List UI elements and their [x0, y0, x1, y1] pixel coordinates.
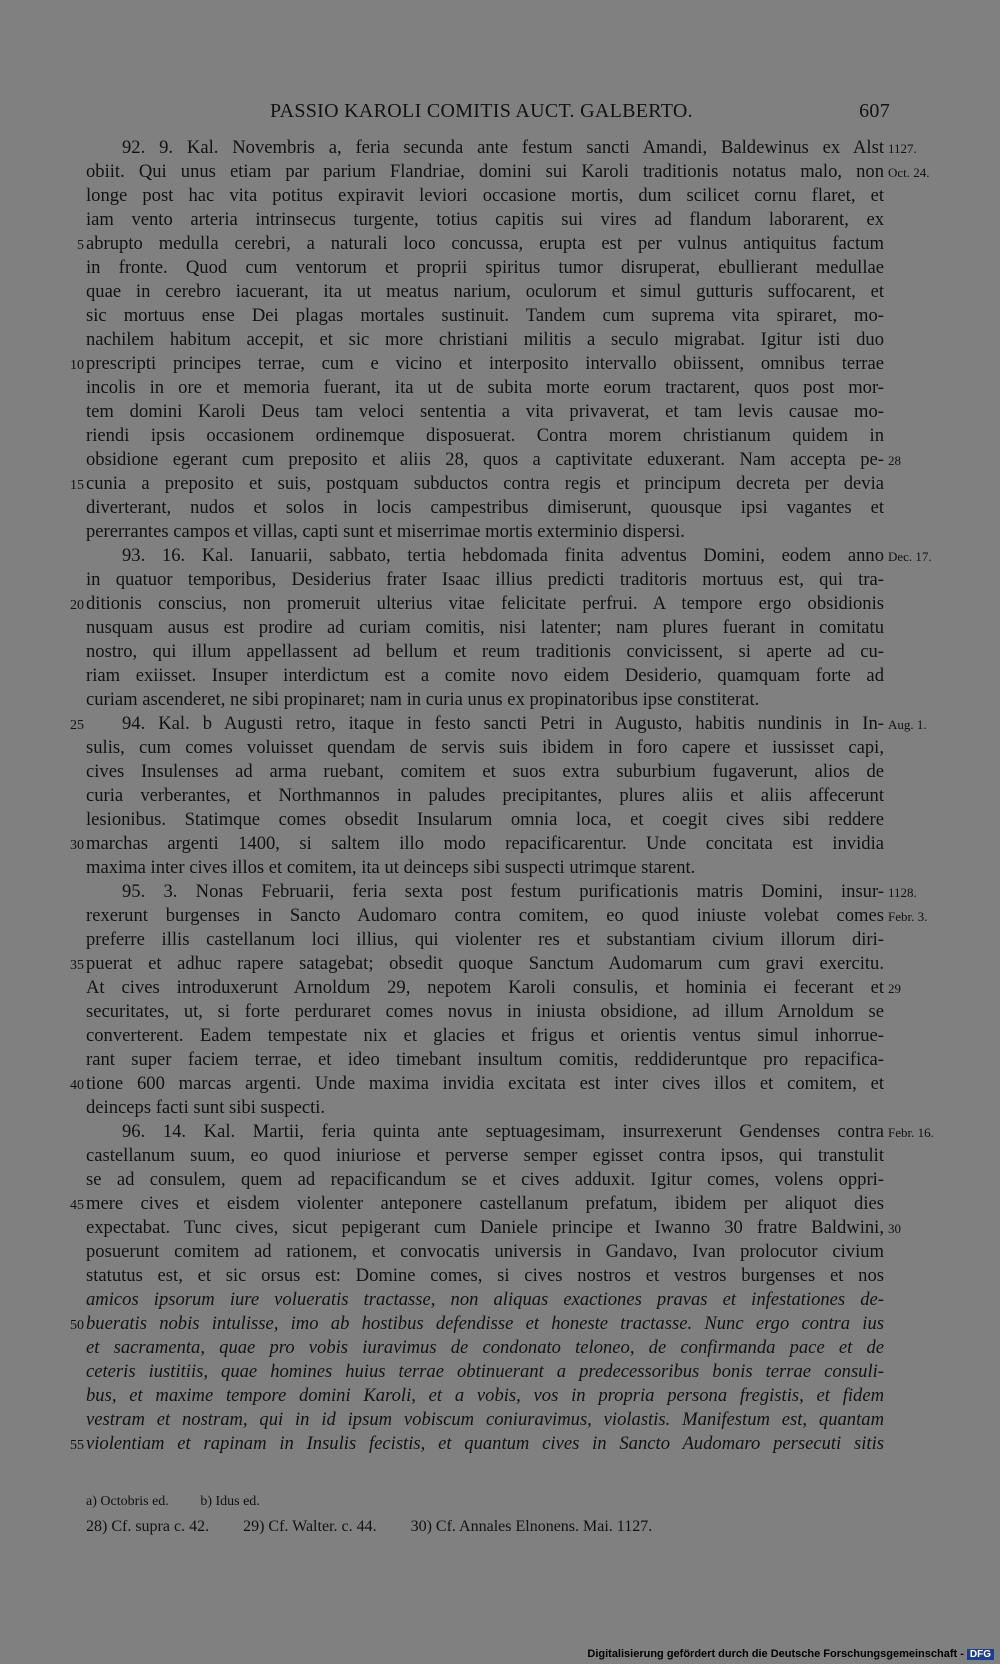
margin-note: 28 — [888, 453, 901, 468]
text-line — [0, 688, 1000, 712]
line-number: 5 — [77, 238, 84, 253]
footnotes-letters — [86, 1494, 884, 1514]
text-line — [0, 304, 1000, 328]
line-number: 10 — [70, 358, 84, 373]
line-text: statutus est, et sic orsus est: Domine comes, si cives nostros et vestros burgenses et nos — [86, 1265, 884, 1286]
text-line — [0, 1432, 1000, 1456]
line-text: lesionibus. Statimque comes obsedit Insularum omnia loca, et coegit cives sibi reddere — [86, 809, 884, 830]
line-text: quae in cerebro iacuerant, ita ut meatus narium, oculorum et simul gutturis suffocarent, et — [86, 281, 884, 302]
margin-note: Dec. 17. — [888, 549, 932, 564]
text-line — [0, 856, 1000, 880]
line-number: 35 — [70, 958, 84, 973]
line-text: prescripti principes terrae, cum e vicino et interposito intervallo obiissent, omnibus terrae — [86, 353, 884, 374]
line-text: obsidione egerant cum preposito et aliis 28, quos a captivitate eduxerant. Nam accepta pe- — [86, 449, 884, 470]
text-line — [0, 1096, 1000, 1120]
line-number: 45 — [70, 1198, 84, 1213]
text-line — [0, 352, 1000, 376]
line-text: riam exiisset. Insuper interdictum est a comite novo eidem Desiderio, quamquam forte ad — [86, 665, 884, 686]
text-line — [0, 616, 1000, 640]
line-text: in quatuor temporibus, Desiderius frater Isaac illius predicti traditoris mortuus est, qui tra- — [86, 569, 884, 590]
text-line — [0, 160, 1000, 184]
line-text: obiit. Qui unus etiam par parium Flandriae, domini sui Karoli traditionis notatus malo, non — [86, 161, 884, 182]
text-line — [0, 448, 1000, 472]
text-line — [0, 184, 1000, 208]
margin-note: 29 — [888, 981, 901, 996]
margin-note: 1128. — [888, 885, 917, 900]
text-line — [0, 784, 1000, 808]
page-number: 607 — [859, 100, 890, 122]
text-line — [0, 592, 1000, 616]
line-text: iam vento arteria intrinsecus turgente, totius capitis sui vires ad flandum laborarent, ex — [86, 209, 884, 230]
line-text: puerat et adhuc rapere satagebat; obsedit quoque Sanctum Audomarum cum gravi exercitu. — [86, 953, 884, 974]
line-text: nachilem habitum accepit, et sic more christiani militis a seculo migrabat. Igitur isti duo — [86, 329, 884, 350]
line-text: marchas argenti 1400, si saltem illo modo repacificarentur. Unde concitata est invidia — [86, 833, 884, 854]
line-text: nostro, qui illum appellassent ad bellum et reum traditionis convicissent, si aperte ad cu- — [86, 641, 884, 662]
text-line — [0, 736, 1000, 760]
line-text: 95. 3. Nonas Februarii, feria sexta post festum purificationis matris Domini, insur- — [122, 881, 884, 902]
line-text: curia verberantes, et Northmannos in paludes precipitantes, plures aliis et aliis affecerunt — [86, 785, 884, 806]
line-text: 94. Kal. b Augusti retro, itaque in festo sancti Petri in Augusto, habitis nundinis in In- — [122, 713, 884, 734]
footer-text: Digitalisierung gefördert durch die Deutsche Forschungsgemeinschaft - — [587, 1648, 964, 1660]
text-line — [0, 376, 1000, 400]
text-line — [0, 1312, 1000, 1336]
line-text: amicos ipsorum iure volueratis tractasse, non aliquas exactiones pravas et infestationes de- — [86, 1289, 884, 1310]
margin-note: Febr. 3. — [888, 909, 928, 924]
text-line — [0, 1336, 1000, 1360]
line-text: curiam ascenderet, ne sibi propinaret; nam in curia unus ex propinatoribus ipse constiterat. — [86, 689, 760, 710]
line-text: mere cives et eisdem violenter anteponere castellanum prefatum, ibidem per aliquot dies — [86, 1193, 884, 1214]
line-text: 93. 16. Kal. Ianuarii, sabbato, tertia hebdomada finita adventus Domini, eodem anno — [122, 545, 884, 566]
text-line — [0, 640, 1000, 664]
text-line — [0, 544, 1000, 568]
text-line — [0, 568, 1000, 592]
line-number: 40 — [70, 1078, 84, 1093]
line-text: rexerunt burgenses in Sancto Audomaro contra comitem, eo quod iniuste volebat comes — [86, 905, 884, 926]
line-text: posuerunt comitem ad rationem, et convocatis universis in Gandavo, Ivan prolocutor civium — [86, 1241, 884, 1262]
text-line — [0, 256, 1000, 280]
line-text: securitates, ut, si forte perduraret comes novus in iniusta obsidione, ad illum Arnoldum se — [86, 1001, 884, 1022]
line-text: cunia a preposito et suis, postquam subductos contra regis et principum decreta per devia — [86, 473, 884, 494]
line-text: sulis, cum comes voluisset quendam de servis suis ibidem in foro capere et iussisset capi, — [86, 737, 884, 758]
text-line — [0, 904, 1000, 928]
text-line — [0, 1048, 1000, 1072]
line-number: 50 — [70, 1318, 84, 1333]
text-line — [0, 496, 1000, 520]
footnotes-numbers — [86, 1518, 884, 1536]
text-line — [0, 952, 1000, 976]
running-title: PASSIO KAROLI COMITIS AUCT. GALBERTO. — [270, 100, 693, 122]
text-line — [0, 1408, 1000, 1432]
line-text: bueratis nobis intulisse, imo ab hostibus defendisse et honeste tractasse. Nunc ergo contra ius — [86, 1313, 884, 1334]
margin-note: Oct. 24. — [888, 165, 930, 180]
text-line — [0, 520, 1000, 544]
margin-note: Aug. 1. — [888, 717, 927, 732]
text-line — [0, 1360, 1000, 1384]
line-text: converterent. Eadem tempestate nix et glacies et frigus et orientis ventus simul inhorrue- — [86, 1025, 884, 1046]
line-text: expectabat. Tunc cives, sicut pepigerant cum Daniele principe et Iwanno 30 fratre Baldwini, — [86, 1217, 884, 1238]
text-line — [0, 400, 1000, 424]
text-line — [0, 928, 1000, 952]
line-text: deinceps facti sunt sibi suspecti. — [86, 1097, 326, 1118]
line-text: cives Insulenses ad arma ruebant, comitem et suos extra suburbium fugaverunt, alios de — [86, 761, 884, 782]
digitization-footer — [587, 1648, 994, 1660]
line-text: in fronte. Quod cum ventorum et proprii spiritus tumor disruperat, ebullierant medullae — [86, 257, 884, 278]
line-number: 30 — [70, 838, 84, 853]
text-line — [0, 1120, 1000, 1144]
line-text: diverterant, nudos et solos in locis campestribus dimiserunt, quousque ipsi vagantes et — [86, 497, 884, 518]
footnotes — [86, 1494, 884, 1536]
line-text: rant super faciem terrae, et ideo timebant insultum comitis, reddideruntque pro repacifica- — [86, 1049, 884, 1070]
text-line — [0, 1024, 1000, 1048]
text-line — [0, 1264, 1000, 1288]
line-number: 25 — [70, 718, 84, 733]
text-line — [0, 664, 1000, 688]
line-text: et sacramenta, quae pro vobis iuravimus de condonato teloneo, de confirmanda pace et de — [86, 1337, 884, 1358]
line-text: tem domini Karoli Deus tam veloci sententia a vita privaverat, et tam levis causae mo- — [86, 401, 884, 422]
text-line — [0, 328, 1000, 352]
line-text: 92. 9. Kal. Novembris a, feria secunda ante festum sancti Amandi, Baldewinus ex Alst — [122, 137, 884, 158]
text-line — [0, 976, 1000, 1000]
text-line — [0, 760, 1000, 784]
text-line — [0, 232, 1000, 256]
line-text: sic mortuus ense Dei plagas mortales sustinuit. Tandem cum suprema vita spiraret, mo- — [86, 305, 884, 326]
dfg-logo: DFG — [967, 1649, 994, 1660]
line-text: incolis in ore et memoria fuerant, ita ut de subita morte eorum tractarent, quos post mor- — [86, 377, 884, 398]
line-text: abrupto medulla cerebri, a naturali loco concussa, erupta est per vulnus antiquitus factum — [86, 233, 884, 254]
text-line — [0, 1288, 1000, 1312]
line-number: 55 — [70, 1438, 84, 1453]
text-line — [0, 136, 1000, 160]
text-line — [0, 280, 1000, 304]
text-line — [0, 1000, 1000, 1024]
line-text: se ad consulem, quem ad repacificandum se et cives adduxit. Igitur comes, volens oppri- — [86, 1169, 884, 1190]
line-text: riendi ipsis occasionem ordinemque disposuerat. Contra morem christianum quidem in — [86, 425, 884, 446]
text-line — [0, 1384, 1000, 1408]
text-line — [0, 1216, 1000, 1240]
page-header — [270, 100, 890, 130]
footnote-28: 28) Cf. supra c. 42. — [86, 1518, 210, 1535]
line-text: ditionis conscius, non promeruit ulterius vitae felicitate perfrui. A tempore ergo obsidionis — [86, 593, 884, 614]
line-text: At cives introduxerunt Arnoldum 29, nepotem Karoli consulis, et hominia ei fecerant et — [86, 977, 884, 998]
footnote-a: a) Octobris ed. — [86, 1494, 169, 1509]
margin-note: 1127. — [888, 141, 917, 156]
margin-note: Febr. 16. — [888, 1125, 934, 1140]
line-text: preferre illis castellanum loci illius, qui violenter res et substantiam civium illorum diri- — [86, 929, 884, 950]
text-line — [0, 1072, 1000, 1096]
line-number: 20 — [70, 598, 84, 613]
text-line — [0, 472, 1000, 496]
text-line — [0, 1240, 1000, 1264]
line-text: castellanum suum, eo quod iniuriose et perverse semper egisset contra ipsos, qui transtulit — [86, 1145, 884, 1166]
text-line — [0, 1144, 1000, 1168]
text-line — [0, 880, 1000, 904]
text-line — [0, 712, 1000, 736]
line-text: 96. 14. Kal. Martii, feria quinta ante septuagesimam, insurrexerunt Gendenses contra — [122, 1121, 884, 1142]
line-text: bus, et maxime tempore domini Karoli, et a vobis, vos in propria persona fregistis, et fidem — [86, 1385, 884, 1406]
line-text: longe post hac vita potitus expiravit leviori occasione mortis, dum scilicet cornu flaret, et — [86, 185, 884, 206]
margin-note: 30 — [888, 1221, 901, 1236]
footnote-29: 29) Cf. Walter. c. 44. — [243, 1518, 377, 1535]
line-text: violentiam et rapinam in Insulis fecistis, et quantum cives in Sancto Audomaro persecuti sitis — [86, 1433, 884, 1454]
line-text: ceteris iustitiis, quae homines huius terrae obtinuerant a predecessoribus bonis terrae consuli- — [86, 1361, 884, 1382]
line-text: pererrantes campos et villas, capti sunt et miserrimae mortis exterminio dispersi. — [86, 521, 685, 542]
line-text: maxima inter cives illos et comitem, ita ut deinceps sibi suspecti utrimque starent. — [86, 857, 696, 878]
footnote-30: 30) Cf. Annales Elnonens. Mai. 1127. — [410, 1518, 653, 1535]
text-line — [0, 808, 1000, 832]
line-text: nusquam ausus est prodire ad curiam comitis, nisi latenter; nam plures fuerant in comitatu — [86, 617, 884, 638]
line-text: tione 600 marcas argenti. Unde maxima invidia excitata est inter cives illos et comitem, et — [86, 1073, 884, 1094]
line-text: vestram et nostram, qui in id ipsum vobiscum coniuravimus, violastis. Manifestum est, quantam — [86, 1409, 884, 1430]
text-line — [0, 1192, 1000, 1216]
text-line — [0, 208, 1000, 232]
text-line — [0, 832, 1000, 856]
line-number: 15 — [70, 478, 84, 493]
text-line — [0, 1168, 1000, 1192]
text-line — [0, 424, 1000, 448]
footnote-b: b) Idus ed. — [200, 1494, 260, 1509]
